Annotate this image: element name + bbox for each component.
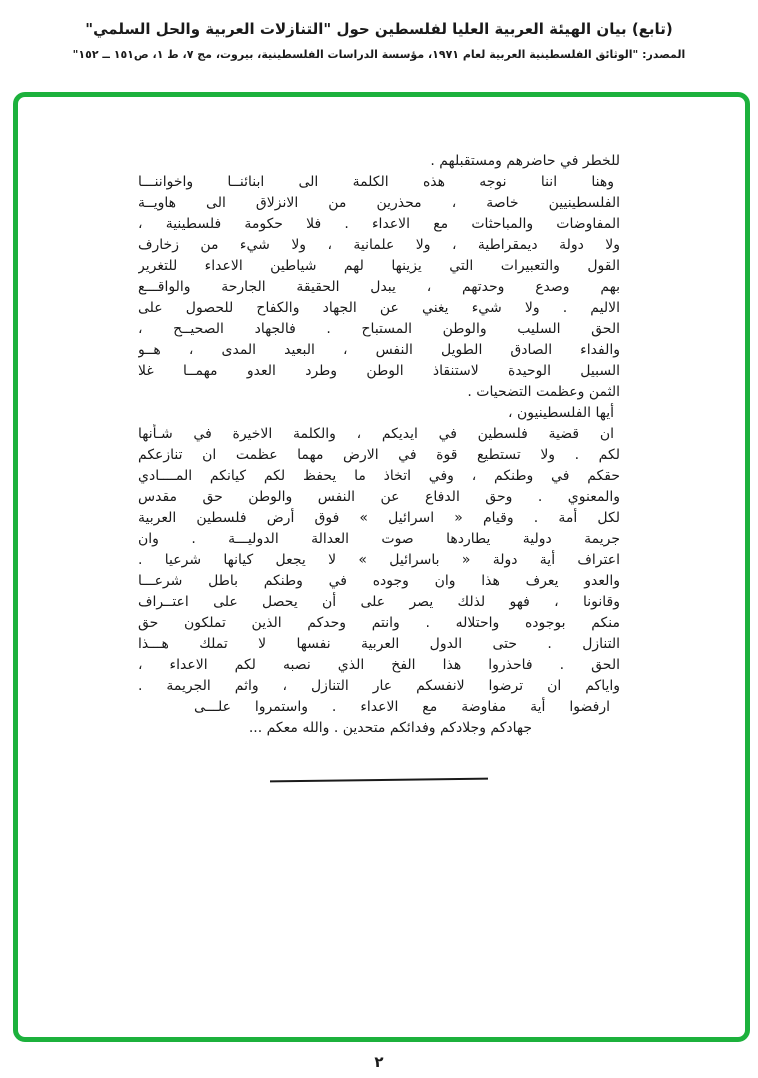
text-line: الحق السليب والوطن المستباح . فالجهاد الصحيــح ،	[138, 321, 620, 337]
text-line: ان قضية فلسطين في ايديكم ، والكلمة الاخيرة في شـأنها	[138, 426, 614, 442]
text-line: للخطر في حاضرهم ومستقبلهم .	[430, 153, 620, 169]
page-number: ٢	[374, 1053, 384, 1071]
text-line: التنازل . حتى الدول العربية نفسها لا تملك هـــذا	[138, 636, 620, 652]
text-line: المفاوضات والمباحثات مع الاعداء . فلا حكومة فلسطينية ،	[138, 216, 620, 232]
text-line: جريمة دولية يطاردها صوت العدالة الدوليـــة . وان	[138, 531, 620, 547]
text-line: جهادكم وجلادكم وفدائكم متحدين . والله معكم ...	[248, 720, 532, 736]
text-line: ارفضوا أية مفاوضة مع الاعداء . واستمروا علـــى	[194, 699, 610, 715]
body-text	[138, 151, 620, 739]
source-citation: المصدر: "الوثائق الفلسطينية العربية لعام ١٩٧١، مؤسسة الدراسات الفلسطينية، بيروت، مج ٧، ط ١، ص١٥١ ــ ١٥٢"	[72, 48, 686, 61]
text-line: لكل أمة . وقيام « اسرائيل » فوق أرض فلسطين العربية	[138, 510, 620, 526]
text-line: الفلسطينيين خاصة ، محذرين من الانزلاق الى هاويــة	[138, 195, 620, 211]
text-line: الثمن وعظمت التضحيات .	[467, 384, 620, 400]
text-line: والمعنوي . وحق الدفاع عن النفس والوطن حق مقدس	[138, 489, 620, 505]
text-line: لكم . ولا تستطيع قوة في الارض مهما عظمت ان تنازعكم	[138, 447, 620, 463]
text-line: واياكم ان ترضوا لانفسكم عار التنازل ، واثم الجريمة .	[138, 678, 620, 694]
text-line: القول والتعبيرات التي يزينها لهم شياطين الاعداء للتغرير	[138, 258, 620, 274]
text-line: الحق . فاحذروا هذا الفخ الذي نصبه لكم الاعداء ،	[138, 657, 620, 673]
document-title: (تابع) بيان الهيئة العربية العليا لفلسطين حول "التنازلات العربية والحل السلمي"	[85, 20, 673, 38]
text-line: الاليم . ولا شيء يغني عن الجهاد والكفاح للحصول على	[138, 300, 620, 316]
text-line: والفداء الصادق الطويل النفس ، البعيد المدى ، هــو	[138, 342, 620, 358]
text-line: والعدو يعرف هذا وان وجوده في وطنكم باطل شرعـــا	[138, 573, 620, 589]
text-line: وقانونا ، فهو لذلك يصر على أن يحصل على اعتــراف	[138, 594, 620, 610]
text-line: بهم وصدع وحدتهم ، يبدل الحقيقة الجارحة والواقـــع	[138, 279, 620, 295]
document-header	[0, 19, 758, 62]
text-line: حقكم في وطنكم ، وفي اتخاذ ما يحفظ لكم كيانكم المــــادي	[138, 468, 620, 484]
text-line: منكم بوجوده واحتلاله . وانتم وحدكم الذين تملكون حق	[138, 615, 620, 631]
text-line: وهنا اننا نوجه هذه الكلمة الى ابنائنــا واخواننـــا	[138, 174, 614, 190]
text-line: ولا دولة ديمقراطية ، ولا علمانية ، ولا شيء من زخارف	[138, 237, 620, 253]
text-line: أيها الفلسطينيون ،	[508, 405, 614, 421]
text-line: اعتراف أية دولة « باسرائيل » لا يجعل كيانها شرعيا .	[138, 552, 620, 568]
text-line: السبيل الوحيدة لاستنقاذ الوطن وطرد العدو مهمــا غلا	[138, 363, 620, 379]
